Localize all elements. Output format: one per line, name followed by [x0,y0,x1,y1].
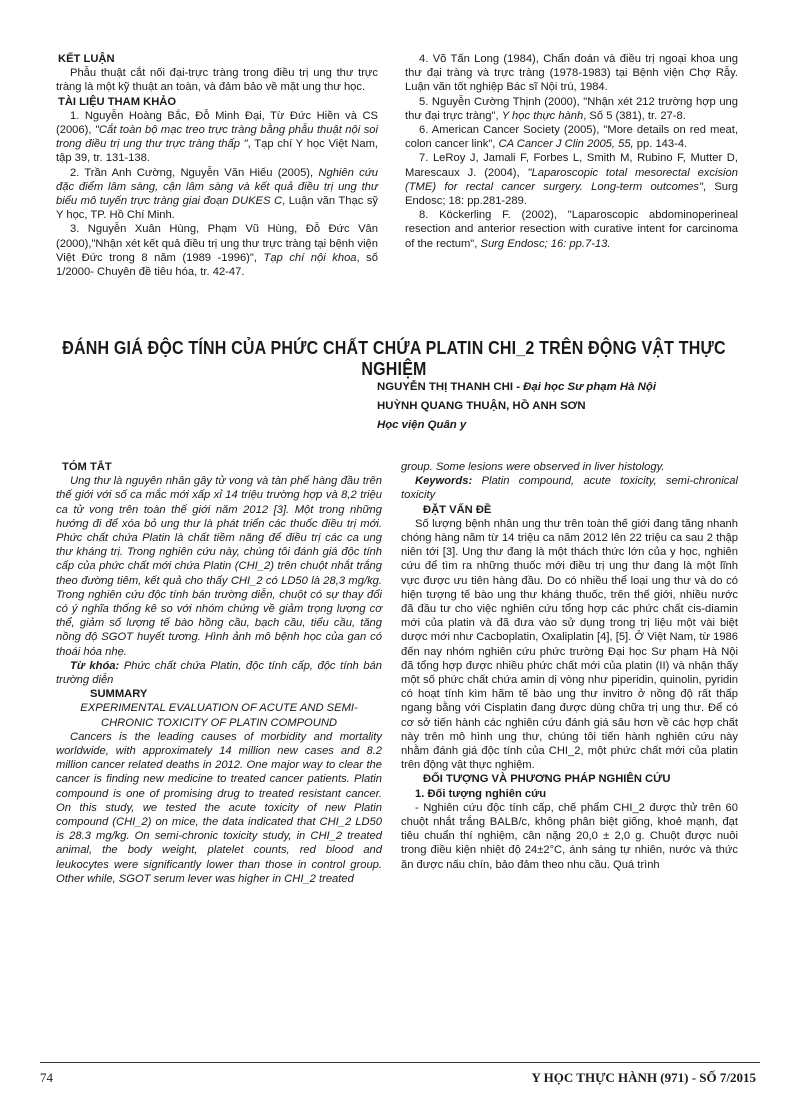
reference-ital: CA Cancer J Clin 2005, 55, [498,138,634,151]
right-body-column [401,460,738,872]
reference-ital: Nghiên cứu đặc điểm lâm sàng, cận lâm sàng và kết quả điều trị ung thư biểu mô tuyến trực tràng giai đoạn DUKES C [56,166,379,208]
summary-heading: SUMMARY [90,688,148,701]
references-list-right [405,52,738,251]
top-right-column [405,52,738,251]
reference-lead: 4. Võ Tấn Long (1984), Chẩn đoán và điều trị ngoại khoa ung thư đại tràng và trực tràng (1978-1983) tại Bệnh viện Chợ Rẫy. Luận văn tốt nghiệp Bác sĩ Nội trú, 1984. [405,53,738,94]
reference-tail: , số 1/2000- Chuyên đề tiêu hóa, tr. 42-47. [56,251,378,279]
abstract-heading: TÓM TẮT [62,461,112,473]
reference-tail: , Luận văn Thạc sỹ Y học, TP. Hồ Chí Minh. [56,195,379,222]
summary-title: EXPERIMENTAL EVALUATION OF ACUTE AND SEMI-CHRONIC TOXICITY OF PLATIN COMPOUND [80,702,358,729]
conclusion-text: Phẫu thuật cắt nối đại-trực tràng trong điều trị ung thư trực tràng là một kỹ thuật an toàn, và đảm bảo về mặt ung thư học. [56,67,378,94]
reference-tail: , Số 5 (381), tr. 27-8. [583,109,686,122]
keywords-en [401,474,738,502]
reference-lead: 3. Nguyễn Xuân Hùng, Phạm Vũ Hùng, Đỗ Đức Vân (2000),"Nhận xét kết quả điều trị ung thư trực tràng tại bệnh viện Việt Đức trong 8 năm (1989 -1996)", [56,223,378,264]
author-block [377,378,656,435]
abstract-text: Ung thư là nguyên nhân gây tử vong và tàn phế hàng đầu trên thế giới với số ca mắc mới xấp xỉ 14 triệu trường hợp và 8,2 triệu ca tử vong trên toàn thế giới năm 2012 [3]. Một trong những hướng đi để xóa bỏ ung thư là phát triển các thuốc điều trị mới. Phức chất chứa Platin là chất tiềm năng để điều trị các ca ung thư kháng trị. Trong nghiên cứu này, chúng tôi đánh giá độc tính cấp của phức chất mới chứa Platin (CHI_2) trên chuột nhắt trắng theo đường tiêm, kết quả cho thấy CHI_2 có LD50 là 28,3 mg/kg. Trong nghiên cứu độc tính bán trường diễn, chuột có sự thay đổi có ý nghĩa thống kê so với nhóm chứng về giảm trọng lượng cơ thể, giảm số lượng tế bào hồng cầu, bạch cầu, tiểu cầu, tăng nồng độ SGOT huyết tương. Hình ảnh mô bệnh học của gan có thoái hóa nhẹ. [56,475,382,658]
methods-heading: ĐỐI TƯỢNG VÀ PHƯƠNG PHÁP NGHIÊN CỨU [423,773,671,786]
reference-tail: , Surg Endosc; 18: pp.281-289. [405,180,738,208]
reference-lead: 8. Köckerling F. (2002), "Laparoscopic abdominoperineal resection and anterior resection with curative intent for carcinoma of the rectum", [405,209,738,250]
reference-ital: "Cắt toàn bộ mạc treo trực tràng bằng phẫu thuật nội soi trong điều trị ung thư trực tràng thấp " [56,124,378,151]
reference-lead: 5. Nguyễn Cường Thịnh (2000), "Nhận xét 212 trường hợp ung thư đại trực tràng", [405,95,738,122]
reference-ital: Surg Endosc; 16: pp.7-13. [480,237,611,250]
page-number: 74 [40,1070,53,1085]
reference-tail: pp. 143-4. [633,138,688,151]
reference-item [405,123,738,151]
summary-text: Cancers is the leading causes of morbidity and mortality worldwide, with approximately 14 million new cases and 8.2 million cancer related deaths in 2012. One major way to clear the cancer is finding new medicine to treated cancer patients. Platin compound is one of promising drug to treated resistant cancer. On this study, we tested the acute toxicity of new Platin compound (CHI_2) on mice, the data indicated that CHI_2 LD50 is 28.3 mg/kg. On semi-chronic toxicity study, in CHI_2 treated animal, the body weight, platelet counts, red blood and leukocytes were significantly lower than those in control group. Other while, SGOT serum lever was higher in CHI_2 treated [56,730,382,885]
introduction-text: Số lượng bệnh nhân ung thư trên toàn thế giới đang tăng nhanh chóng hàng năm từ 14 triệu ca năm 2012 lên 22 triệu ca sau 2 thập niên tới [3]. Ung thư đang là một thách thức lớn của y học, nghiên cứu để tìm ra những thuốc mới điều trị ung thư đang là một lĩnh vực được ưu tiên hàng đầu. Do có nhiều thể loại ung thư và do có hiện tượng tế bào ung thư kháng thuốc, trên thế giới, nhiều nước đã đầu tư cho việc nghiên cứu tổng hợp các phức chất cis-diamin mới của platin và đã đưa vào sử dụng trong trị liệu một vài biệt dược mới như Cacboplatin, Oxaliplatin [4], [5]. Ở Việt Nam, từ 1986 đến nay nhóm nghiên cứu phức trường Đại học Sư phạm Hà Nội đã tổng hợp được nhiều phức chất mới của platin (II) và nhận thấy một số phức chất chứa amin dị vòng như piperidin, quinolin, pyridin có hoạt tính kìm hãm tế bào ung thư invitro ở nồng độ rất thấp ngang bằng với Cisplatin đang được dùng chữa trị ung thư. Để có cơ sở tiến hành các nghiên cứu đánh giá sâu hơn về các hợp chất này trên mô hình ung thư, chúng tôi tiến hành nghiên cứu này nhằm đánh giá độc tính của CHI_2, một phức chất mới của platin trên động vật thực nghiệm. [401,517,738,772]
subsection-1-heading: 1. Đối tượng nghiên cứu [415,787,547,800]
reference-lead: 2. Trần Anh Cường, Nguyễn Văn Hiếu (2005), [70,166,319,179]
references-list-left [56,109,378,279]
keywords-en-text: Platin compound, acute toxicity, semi-chronical toxicity [401,475,738,502]
reference-lead: 6. American Cancer Society (2005), "More details on red meat, colon cancer link", [405,124,738,151]
author-2: HUỲNH QUANG THUẬN, HỒ ANH SƠN [377,400,586,412]
reference-lead: 1. Nguyễn Hoàng Bắc, Đỗ Minh Đại, Từ Đức Hiền và CS (2006), [56,109,378,137]
reference-item [405,208,738,251]
reference-ital: "Laparoscopic total mesorectal excision (TME) for rectal cancer surgery. Long-term outcomes" [405,166,738,193]
journal-footer: Y HỌC THỰC HÀNH (971) - SỐ 7/2015 [531,1070,756,1085]
references-heading: TÀI LIỆU THAM KHẢO [58,95,177,108]
top-left-column [56,52,378,279]
reference-lead: 7. LeRoy J, Jamali F, Forbes L, Smith M, Rubino F, Mutter D, Marescaux J. (2004), [405,152,738,179]
subsection-1-text: - Nghiên cứu độc tính cấp, chế phẩm CHI_2 được thử trên 60 chuột nhắt trắng BALB/c, không phân biệt giống, khoẻ mạnh, đạt tiêu chuẩn thí nghiệm, cân nặng 20,0 ± 2,0 g. Chuột được nuôi trong điều kiện nhiệt độ 24±2°C, ánh sáng tự nhiên, nước và thức ăn được nấu chín, bảo đảm theo nhu cầu. Quá trình [401,801,738,871]
affiliation-1: - Đại học Sư phạm Hà Nội [513,381,657,393]
author-1: NGUYỄN THỊ THANH CHI [377,381,514,393]
reference-item [405,95,738,123]
summary-continued: group. Some lesions were observed in liver histology. [401,461,665,473]
keywords-vi-text: Phức chất chứa Platin, độc tính cấp, độc tính bán trường diễn [56,659,383,687]
reference-ital: Y học thực hành [501,109,584,122]
reference-item [405,151,738,208]
reference-item [405,52,738,95]
reference-item [56,166,378,223]
conclusion-heading: KẾT LUẬN [58,53,115,65]
keywords-vi-label: Từ khóa: [70,659,120,672]
reference-item [56,222,378,279]
keywords-en-label: Keywords: [415,475,473,488]
left-body-column [56,460,382,886]
reference-item [56,109,378,166]
affiliation-2: Học viện Quân y [377,419,467,431]
introduction-heading: ĐẶT VẤN ĐỀ [423,503,492,516]
footer-rule [40,1062,760,1063]
article-title: ĐÁNH GIÁ ĐỘC TÍNH CỦA PHỨC CHẤT CHỨA PLATIN CHI_2 TRÊN ĐỘNG VẬT THỰC NGHIỆM [62,339,726,380]
keywords-vi [56,659,382,687]
reference-ital: Tạp chí nội khoa [263,251,357,264]
reference-tail: , Tạp chí Y học Việt Nam, tập 39, tr. 131-138. [56,138,379,165]
